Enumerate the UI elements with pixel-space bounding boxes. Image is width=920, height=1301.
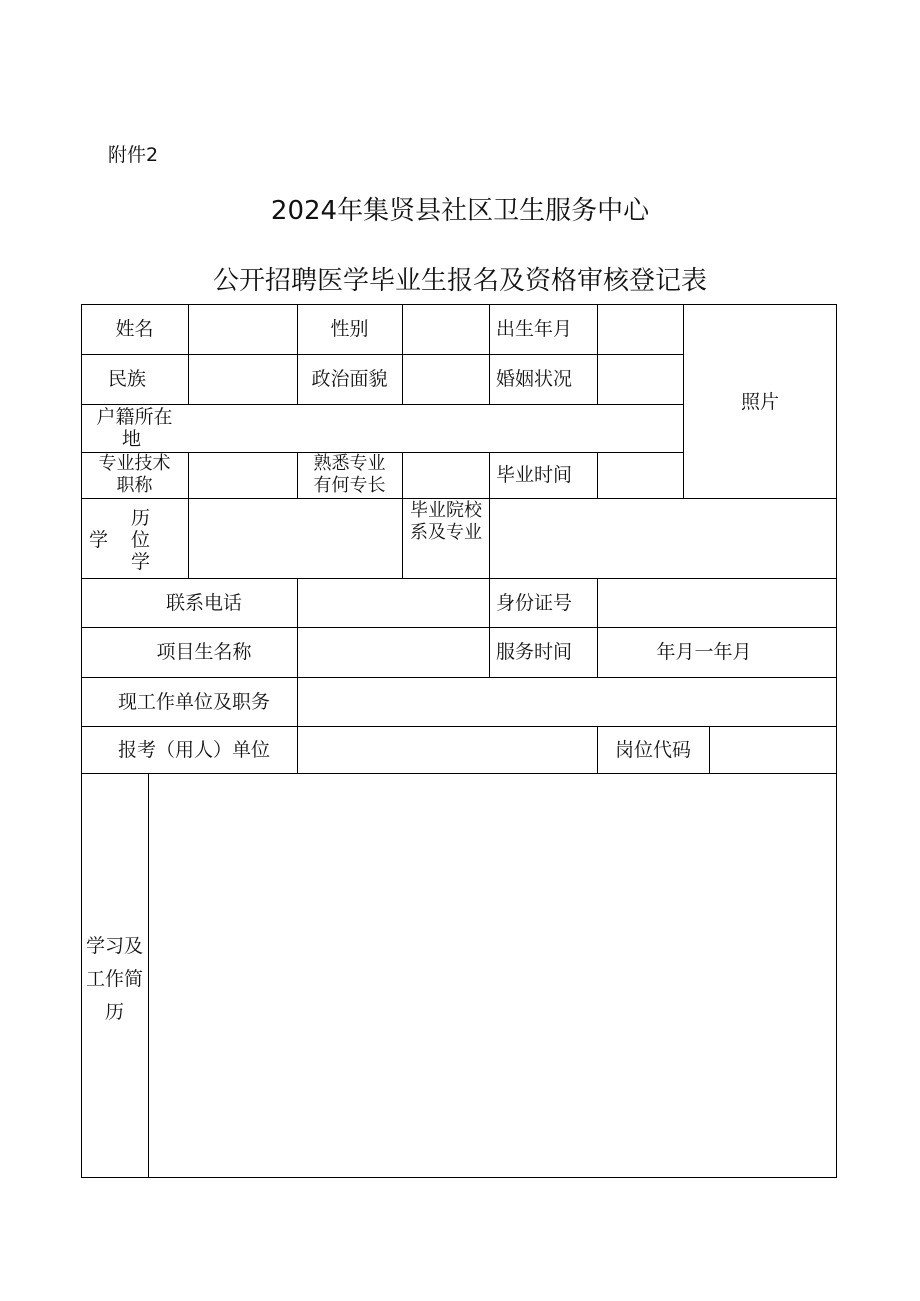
birth-field[interactable] (598, 305, 683, 354)
apply-unit-label: 报考（用人）单位 (117, 738, 270, 761)
school-major-line2: 系及专业 (410, 522, 482, 543)
ethnicity-field[interactable] (189, 355, 297, 404)
household-label-line1: 户籍所在 (96, 406, 173, 428)
education-char-3: 位 (131, 529, 151, 551)
gender-label: 性别 (330, 318, 369, 340)
education-degree-label (81, 498, 188, 578)
service-time-field[interactable]: 年月一年月 (656, 641, 752, 663)
education-field[interactable] (189, 499, 402, 578)
school-major-field[interactable] (490, 499, 836, 578)
project-name-label: 项目生名称 (156, 641, 252, 663)
household-label-line2: 地 (122, 428, 142, 450)
resume-line2: 工作简 (85, 968, 143, 990)
table-line (836, 304, 837, 1178)
professional-title-line2: 职称 (116, 475, 153, 496)
specialty-label (297, 452, 402, 498)
name-label: 姓名 (115, 318, 154, 340)
education-char-4: 学 (131, 551, 151, 573)
education-char-2: 学 (89, 529, 109, 551)
resume-line3: 历 (104, 1001, 124, 1023)
professional-title-line1: 专业技术 (98, 453, 171, 474)
specialty-line1: 熟悉专业 (313, 453, 386, 474)
id-number-label: 身份证号 (495, 591, 572, 614)
resume-line1: 学习及 (85, 935, 143, 957)
marital-status-label: 婚姻状况 (495, 368, 572, 390)
current-work-field[interactable] (298, 678, 836, 726)
apply-unit-field[interactable] (298, 727, 597, 773)
resume-label (81, 930, 148, 1029)
graduation-time-label: 毕业时间 (495, 464, 572, 486)
service-time-label: 服务时间 (495, 641, 572, 663)
form-title-line1: 2024年集贤县社区卫生服务中心 (270, 196, 650, 226)
marital-status-field[interactable] (598, 355, 683, 404)
professional-title-field[interactable] (189, 453, 297, 498)
political-status-field[interactable] (403, 355, 489, 404)
professional-title-label (81, 452, 188, 498)
household-label (81, 404, 188, 452)
current-work-label: 现工作单位及职务 (117, 690, 270, 713)
resume-field[interactable] (149, 774, 836, 1177)
political-status-label: 政治面貌 (311, 368, 388, 390)
specialty-field[interactable] (403, 453, 489, 498)
name-field[interactable] (189, 305, 297, 354)
post-code-label: 岗位代码 (614, 738, 691, 761)
birth-label: 出生年月 (495, 318, 572, 340)
household-field[interactable] (189, 405, 683, 452)
phone-field[interactable] (298, 579, 489, 627)
attachment-label: 附件2 (108, 144, 159, 166)
id-number-field[interactable] (598, 579, 836, 627)
school-major-line1: 毕业院校 (410, 500, 482, 521)
specialty-line2: 有何专长 (313, 475, 386, 496)
table-line (81, 1177, 837, 1178)
project-name-field[interactable] (298, 628, 489, 677)
form-title-line2: 公开招聘医学毕业生报名及资格审核登记表 (212, 266, 707, 296)
gender-field[interactable] (403, 305, 489, 354)
photo-box[interactable]: 照片 (740, 390, 779, 413)
post-code-field[interactable] (710, 727, 836, 773)
education-char-1: 历 (131, 507, 151, 529)
graduation-time-field[interactable] (598, 453, 683, 498)
ethnicity-label: 民族 (107, 368, 146, 390)
school-major-label (402, 500, 490, 544)
phone-label: 联系电话 (165, 591, 242, 614)
